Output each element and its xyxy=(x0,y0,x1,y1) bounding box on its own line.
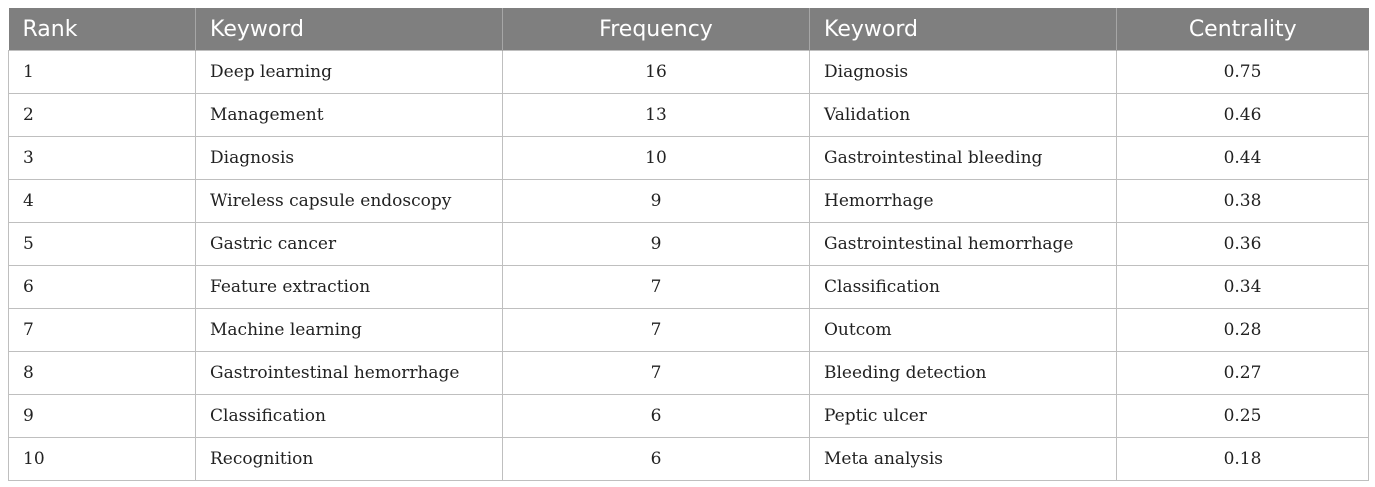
cell-frequency: 7 xyxy=(503,266,810,309)
table-row xyxy=(9,438,1369,481)
cell-frequency: 7 xyxy=(503,309,810,352)
cell-keyword-frequency: Management xyxy=(196,94,503,137)
cell-centrality: 0.38 xyxy=(1117,180,1369,223)
table-header xyxy=(9,8,1369,51)
cell-centrality: 0.46 xyxy=(1117,94,1369,137)
cell-frequency: 9 xyxy=(503,223,810,266)
cell-rank: 3 xyxy=(9,137,196,180)
table-row xyxy=(9,137,1369,180)
cell-centrality: 0.28 xyxy=(1117,309,1369,352)
keyword-table xyxy=(8,8,1369,481)
cell-keyword-frequency: Gastrointestinal hemorrhage xyxy=(196,352,503,395)
keyword-table-container xyxy=(8,8,1368,481)
cell-keyword-centrality: Classification xyxy=(810,266,1117,309)
cell-centrality: 0.36 xyxy=(1117,223,1369,266)
cell-rank: 7 xyxy=(9,309,196,352)
cell-centrality: 0.75 xyxy=(1117,51,1369,94)
cell-centrality: 0.18 xyxy=(1117,438,1369,481)
header-rank: Rank xyxy=(9,8,196,51)
table-row xyxy=(9,266,1369,309)
table-body xyxy=(9,51,1369,481)
table-row xyxy=(9,223,1369,266)
cell-rank: 1 xyxy=(9,51,196,94)
cell-keyword-centrality: Gastrointestinal bleeding xyxy=(810,137,1117,180)
cell-frequency: 13 xyxy=(503,94,810,137)
table-row xyxy=(9,352,1369,395)
cell-keyword-centrality: Peptic ulcer xyxy=(810,395,1117,438)
cell-keyword-frequency: Wireless capsule endoscopy xyxy=(196,180,503,223)
cell-frequency: 16 xyxy=(503,51,810,94)
cell-keyword-frequency: Recognition xyxy=(196,438,503,481)
cell-keyword-frequency: Machine learning xyxy=(196,309,503,352)
cell-rank: 2 xyxy=(9,94,196,137)
cell-keyword-frequency: Gastric cancer xyxy=(196,223,503,266)
header-row xyxy=(9,8,1369,51)
cell-keyword-centrality: Validation xyxy=(810,94,1117,137)
cell-frequency: 10 xyxy=(503,137,810,180)
cell-keyword-frequency: Classification xyxy=(196,395,503,438)
table-row xyxy=(9,309,1369,352)
cell-keyword-centrality: Meta analysis xyxy=(810,438,1117,481)
cell-keyword-frequency: Deep learning xyxy=(196,51,503,94)
header-centrality: Centrality xyxy=(1117,8,1369,51)
cell-centrality: 0.27 xyxy=(1117,352,1369,395)
cell-keyword-centrality: Hemorrhage xyxy=(810,180,1117,223)
cell-frequency: 6 xyxy=(503,395,810,438)
header-keyword-1: Keyword xyxy=(196,8,503,51)
cell-keyword-centrality: Outcom xyxy=(810,309,1117,352)
cell-keyword-centrality: Bleeding detection xyxy=(810,352,1117,395)
cell-frequency: 9 xyxy=(503,180,810,223)
cell-keyword-centrality: Diagnosis xyxy=(810,51,1117,94)
cell-frequency: 6 xyxy=(503,438,810,481)
cell-centrality: 0.34 xyxy=(1117,266,1369,309)
cell-keyword-centrality: Gastrointestinal hemorrhage xyxy=(810,223,1117,266)
cell-rank: 8 xyxy=(9,352,196,395)
cell-rank: 5 xyxy=(9,223,196,266)
table-row xyxy=(9,94,1369,137)
cell-keyword-frequency: Feature extraction xyxy=(196,266,503,309)
table-row xyxy=(9,395,1369,438)
cell-rank: 10 xyxy=(9,438,196,481)
cell-rank: 6 xyxy=(9,266,196,309)
cell-rank: 9 xyxy=(9,395,196,438)
cell-rank: 4 xyxy=(9,180,196,223)
table-row xyxy=(9,51,1369,94)
table-row xyxy=(9,180,1369,223)
cell-keyword-frequency: Diagnosis xyxy=(196,137,503,180)
cell-centrality: 0.44 xyxy=(1117,137,1369,180)
cell-frequency: 7 xyxy=(503,352,810,395)
header-keyword-2: Keyword xyxy=(810,8,1117,51)
cell-centrality: 0.25 xyxy=(1117,395,1369,438)
header-frequency: Frequency xyxy=(503,8,810,51)
